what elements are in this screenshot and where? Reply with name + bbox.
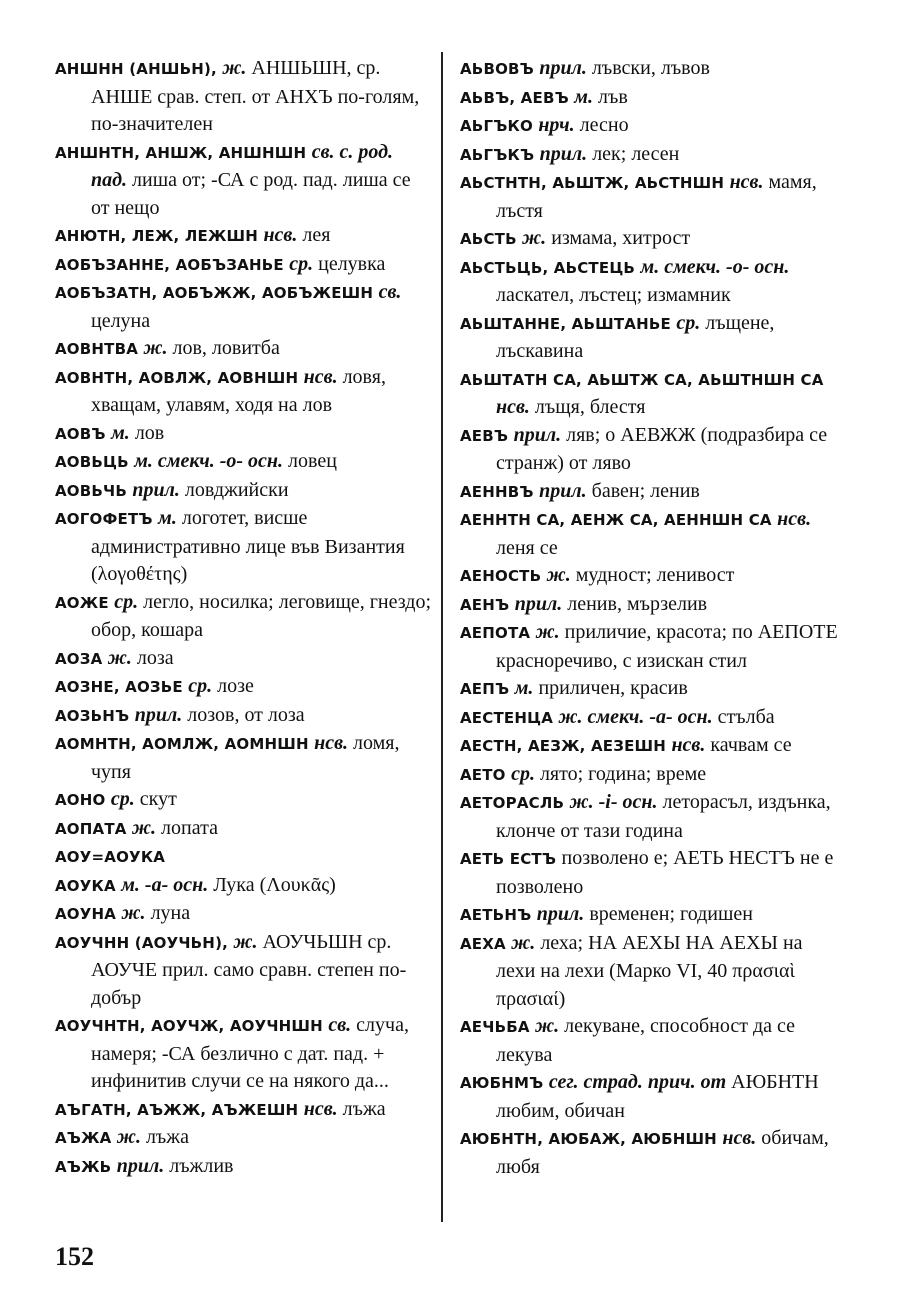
entry-definition: обичам, любя bbox=[496, 1127, 829, 1178]
left-column bbox=[55, 55, 433, 1181]
dictionary-entry bbox=[460, 901, 838, 930]
dictionary-entry bbox=[460, 789, 838, 845]
entry-grammar-label: ж. bbox=[511, 931, 541, 954]
dictionary-entry bbox=[55, 872, 433, 901]
entry-grammar-label: ж. bbox=[121, 902, 151, 924]
entry-headword: АОУЧНТН, АОУЧЖ, АОУЧНШН bbox=[55, 1017, 329, 1035]
entry-definition: АЮБНТН любим, обичан bbox=[496, 1071, 819, 1122]
column-divider bbox=[441, 52, 443, 1222]
dictionary-entry bbox=[460, 1013, 838, 1069]
dictionary-entry bbox=[460, 506, 838, 562]
entry-headword: АЪЖЬ bbox=[55, 1157, 117, 1176]
entry-definition: лек; лесен bbox=[592, 142, 680, 165]
entry-grammar-label: м. -а- осн. bbox=[121, 873, 214, 896]
entry-headword: АОПАТА bbox=[55, 819, 132, 838]
entry-grammar-label: прил. bbox=[134, 703, 188, 726]
entry-grammar-label: м. bbox=[574, 85, 598, 108]
entry-headword: АЬШТАТН СА, АЬШТЖ СА, АЬШТНШН СА bbox=[460, 370, 824, 389]
entry-definition: приличие, красота; по АЕПОТЕ красноречиво, с изискан стил bbox=[496, 621, 838, 672]
entry-grammar-label: ж. bbox=[116, 1126, 146, 1148]
dictionary-entry bbox=[460, 591, 838, 620]
dictionary-entry bbox=[55, 673, 433, 702]
entry-definition: лъжа bbox=[342, 1097, 386, 1120]
entry-grammar-label: ж. bbox=[535, 1015, 565, 1037]
entry-headword: АЬСТЬ bbox=[460, 230, 523, 248]
entry-definition: ласкател, лъстец; измамник bbox=[496, 284, 731, 306]
dictionary-entry bbox=[460, 422, 838, 478]
entry-grammar-label: ж. bbox=[546, 564, 576, 586]
dictionary-entry bbox=[55, 505, 433, 589]
entry-grammar-label: ср. bbox=[114, 590, 144, 613]
entry-grammar-label: ж. bbox=[522, 227, 552, 249]
entry-grammar-label: ср. bbox=[676, 311, 706, 334]
entry-grammar-label: нсв. bbox=[777, 508, 812, 530]
entry-definition: лъжа bbox=[145, 1126, 189, 1148]
dictionary-entry bbox=[460, 704, 838, 733]
entry-headword: АОВЪ bbox=[55, 424, 112, 443]
entry-headword: АОУЧНН (АОУЧЬН), bbox=[55, 933, 234, 952]
dictionary-entry bbox=[460, 169, 838, 225]
entry-headword: АОБЪЗАННЕ, АОБЪЗАНЬЕ bbox=[55, 255, 290, 274]
dictionary-entry bbox=[460, 562, 838, 591]
entry-headword: АЬСТНТН, АЬШТЖ, АЬСТНШН bbox=[460, 174, 730, 192]
entry-grammar-label: прил. bbox=[539, 142, 593, 165]
dictionary-entry bbox=[460, 84, 838, 113]
entry-grammar-label: прил. bbox=[539, 57, 592, 79]
entry-headword: АЕТЬНЪ bbox=[460, 906, 537, 924]
entry-grammar-label: прил. bbox=[513, 423, 567, 446]
dictionary-entry bbox=[55, 645, 433, 674]
entry-grammar-label: нсв. bbox=[303, 365, 343, 388]
entry-grammar-label: прил. bbox=[514, 592, 568, 615]
entry-definition: лъщя, блестя bbox=[534, 396, 646, 418]
entry-grammar-label: ж. -i- осн. bbox=[569, 791, 663, 813]
entry-grammar-label: нсв. bbox=[496, 396, 535, 418]
entry-headword: АЕПЪ bbox=[460, 680, 515, 698]
dictionary-entry bbox=[460, 310, 838, 366]
dictionary-entry bbox=[460, 225, 838, 254]
dictionary-entry bbox=[460, 1125, 838, 1181]
entry-headword: АОЗА bbox=[55, 649, 108, 668]
entry-headword: АЕХА bbox=[460, 934, 512, 953]
entry-definition: легло, носилка; леговище, гнездо; обор, кошара bbox=[91, 590, 432, 641]
dictionary-entry bbox=[55, 730, 433, 786]
dictionary-entry bbox=[55, 1096, 433, 1125]
entry-definition: лов, ловитба bbox=[172, 337, 280, 359]
entry-headword: АЬВЪ, АЕВЪ bbox=[460, 88, 575, 107]
entry-grammar-label: прил. bbox=[116, 1154, 170, 1177]
entry-definition: стълба bbox=[717, 705, 775, 728]
entry-definition: лоза bbox=[136, 646, 174, 669]
entry-grammar-label: ж. смекч. -а- осн. bbox=[558, 705, 718, 728]
entry-definition: лъщене, лъскавина bbox=[496, 311, 775, 362]
dictionary-entry bbox=[55, 477, 433, 506]
entry-grammar-label: нсв. bbox=[729, 171, 769, 193]
entry-definition: лъв bbox=[598, 85, 628, 108]
entry-definition: лято; година; време bbox=[539, 762, 707, 785]
entry-headword: АОВЬЦЬ bbox=[55, 453, 135, 471]
dictionary-entry bbox=[55, 1124, 433, 1153]
entry-definition: временен; годишен bbox=[589, 903, 753, 925]
dictionary-entry bbox=[460, 1069, 838, 1125]
entry-headword: АЕСТЕНЦА bbox=[460, 708, 559, 727]
entry-grammar-label: св. bbox=[328, 1014, 357, 1036]
entry-headword: АЕННТН СА, АЕНЖ СА, АЕННШН СА bbox=[460, 511, 778, 529]
dictionary-entry bbox=[55, 139, 433, 223]
dictionary-entry bbox=[55, 251, 433, 280]
entry-headword: АЪЖА bbox=[55, 1129, 117, 1147]
entry-headword: АЕСТН, АЕЗЖ, АЕЗЕШН bbox=[460, 737, 672, 755]
entry-grammar-label: м. bbox=[158, 507, 182, 529]
entry-definition: ловджийски bbox=[184, 478, 289, 501]
entry-headword: АЮБНМЪ bbox=[460, 1074, 549, 1092]
entry-grammar-label: нсв. bbox=[314, 732, 354, 754]
entry-grammar-label: нрч. bbox=[538, 114, 580, 136]
dictionary-entry bbox=[55, 589, 433, 645]
entry-headword: АОУКА bbox=[55, 876, 122, 895]
dictionary-entry bbox=[55, 815, 433, 844]
dictionary-entry bbox=[460, 619, 838, 675]
entry-headword: АЕННВЪ bbox=[460, 482, 540, 501]
entry-headword: АЪГАТН, АЪЖЖ, АЪЖЕШН bbox=[55, 1100, 304, 1119]
dictionary-entry bbox=[55, 364, 433, 420]
entry-definition: леня се bbox=[496, 536, 558, 559]
entry-headword: АЕПОТА bbox=[460, 624, 536, 642]
entry-grammar-label: ж. bbox=[107, 646, 137, 669]
dictionary-entry bbox=[460, 478, 838, 507]
entry-definition: ляв; о АЕВЖЖ (подразбира се странж) от ляво bbox=[496, 423, 828, 474]
entry-headword: АЬШТАННЕ, АЬШТАНЬЕ bbox=[460, 314, 677, 333]
entry-definition: ловя, хващам, улавям, ходя на лов bbox=[91, 365, 386, 416]
entry-grammar-label: ж. bbox=[143, 337, 173, 359]
entry-definition: лея bbox=[302, 224, 331, 246]
entry-headword: АОЖЕ bbox=[55, 593, 115, 612]
dictionary-entry bbox=[460, 845, 838, 901]
dictionary-entry bbox=[460, 112, 838, 141]
entry-definition: лъжлив bbox=[169, 1154, 234, 1177]
entry-definition: ловец bbox=[288, 450, 337, 472]
entry-headword: АЕТЬ ЕСТЪ bbox=[460, 850, 562, 868]
entry-grammar-label: м. bbox=[514, 677, 539, 699]
dictionary-entry bbox=[460, 761, 838, 790]
entry-definition: мудност; ленивост bbox=[575, 564, 735, 586]
dictionary-entry bbox=[55, 929, 433, 1013]
entry-grammar-label: ж. bbox=[233, 930, 263, 953]
dictionary-entry bbox=[55, 843, 433, 872]
entry-headword: АОВЬЧЬ bbox=[55, 481, 133, 500]
dictionary-entry bbox=[55, 900, 433, 929]
dictionary-entry bbox=[55, 279, 433, 335]
entry-grammar-label: м. смекч. -о- осн. bbox=[134, 450, 289, 472]
entry-definition: целуна bbox=[91, 309, 151, 332]
entry-headword: АЮБНТН, АЮБАЖ, АЮБНШН bbox=[460, 1130, 723, 1148]
entry-grammar-label: нсв. bbox=[303, 1097, 343, 1120]
entry-headword: АОВНТН, АОВЛЖ, АОВНШН bbox=[55, 368, 304, 387]
entry-grammar-label: св. с. род. пад. bbox=[91, 140, 394, 191]
entry-definition: АНШЬШН, ср. АНШЕ срав. степ. от АНХЪ по-голям, по-значителен bbox=[91, 57, 420, 135]
entry-headword: АОМНТН, АОМЛЖ, АОМНШН bbox=[55, 735, 315, 753]
entry-grammar-label: ср. bbox=[511, 762, 540, 785]
entry-definition: скут bbox=[139, 788, 177, 810]
entry-grammar-label: ж. bbox=[132, 816, 162, 839]
entry-definition: целувка bbox=[318, 252, 386, 275]
dictionary-entry bbox=[55, 420, 433, 449]
entry-definition: АОУЧЬШН ср. АОУЧЕ прил. само сравн. степен по-добър bbox=[91, 930, 407, 1009]
entry-headword: АОЗНЕ, АОЗЬЕ bbox=[55, 678, 189, 696]
dictionary-entry bbox=[460, 55, 838, 84]
dictionary-entry bbox=[55, 1153, 433, 1182]
entry-definition: ленив, мързелив bbox=[567, 592, 708, 615]
entry-grammar-label: прил. bbox=[536, 903, 590, 925]
dictionary-entry bbox=[55, 448, 433, 477]
entry-definition: позволено е; АЕТЬ НЕСТЪ не е позволено bbox=[496, 847, 834, 898]
entry-grammar-label: ж. bbox=[535, 621, 565, 643]
entry-definition: лозов, от лоза bbox=[187, 703, 305, 726]
entry-definition: луна bbox=[150, 902, 191, 924]
entry-grammar-label: ср. bbox=[289, 252, 319, 275]
entry-grammar-label: прил. bbox=[132, 478, 185, 501]
entry-grammar-label: нсв. bbox=[263, 224, 303, 246]
entry-headword: АЬГЪКЪ bbox=[460, 145, 540, 164]
entry-definition: логотет, висше административно лице във Византия (λογοθέτης) bbox=[91, 507, 405, 585]
entry-definition: измама, хитрост bbox=[551, 227, 691, 249]
right-column bbox=[460, 55, 838, 1181]
dictionary-entry bbox=[55, 786, 433, 815]
entry-headword: АНШНН (АНШЬН), bbox=[55, 60, 223, 78]
entry-headword: АЕНЪ bbox=[460, 595, 515, 614]
entry-grammar-label: ср. bbox=[110, 788, 140, 810]
dictionary-entry bbox=[55, 335, 433, 364]
entry-definition: лозе bbox=[217, 675, 254, 697]
entry-definition: мамя, лъстя bbox=[496, 171, 817, 222]
entry-definition: качвам се bbox=[710, 734, 792, 756]
entry-headword: АНШНТН, АНШЖ, АНШНШН bbox=[55, 143, 312, 162]
dictionary-entry bbox=[460, 141, 838, 170]
dictionary-entry bbox=[55, 55, 433, 139]
entry-headword: АОБЪЗАТН, АОБЪЖЖ, АОБЪЖЕШН bbox=[55, 284, 379, 302]
entry-grammar-label: нсв. bbox=[671, 734, 711, 756]
dictionary-entry bbox=[460, 930, 838, 1014]
entry-headword: АЬГЪКО bbox=[460, 117, 539, 135]
entry-grammar-label: прил. bbox=[539, 479, 592, 502]
entry-grammar-label: м. смекч. -о- осн. bbox=[640, 255, 790, 278]
entry-headword: АНЮТН, ЛЕЖ, ЛЕЖШН bbox=[55, 227, 264, 245]
entry-headword: АОНО bbox=[55, 791, 111, 809]
entry-headword: АЕТОРАСЛЬ bbox=[460, 794, 570, 812]
entry-grammar-label: ж. bbox=[222, 57, 252, 79]
dictionary-entry bbox=[55, 1012, 433, 1096]
entry-definition: леторасъл, издънка, клонче от тази година bbox=[496, 791, 831, 842]
entry-grammar-label: ср. bbox=[188, 675, 218, 697]
entry-headword: АЬСТЬЦЬ, АЬСТЕЦЬ bbox=[460, 258, 641, 277]
entry-headword: АОУ=АОУКА bbox=[55, 848, 166, 866]
entry-definition: лов bbox=[134, 421, 165, 444]
dictionary-entry bbox=[460, 366, 838, 422]
entry-headword: АОЗЬНЪ bbox=[55, 706, 135, 725]
entry-headword: АОГОФЕТЪ bbox=[55, 510, 159, 528]
dictionary-entry bbox=[460, 732, 838, 761]
entry-grammar-label: сег. страд. прич. от bbox=[548, 1071, 732, 1093]
entry-definition: случа, намеря; -СА безлично с дат. пад. + инфинитив случи се на някого да... bbox=[91, 1014, 409, 1092]
entry-grammar-label: св. bbox=[378, 281, 402, 303]
entry-definition: лекуване, способност да се лекува bbox=[496, 1015, 796, 1066]
dictionary-entry bbox=[55, 222, 433, 251]
entry-headword: АОВНТВА bbox=[55, 340, 144, 358]
entry-definition: бавен; ленив bbox=[591, 479, 700, 502]
entry-definition: Лука (Λουκᾶς) bbox=[213, 873, 336, 896]
entry-definition: приличен, красив bbox=[538, 677, 688, 699]
entry-definition: лопата bbox=[161, 816, 218, 839]
entry-grammar-label: нсв. bbox=[722, 1127, 762, 1149]
entry-headword: АЕВЪ bbox=[460, 426, 514, 445]
entry-headword: АЕТО bbox=[460, 765, 512, 784]
entry-definition: лъвски, лъвов bbox=[591, 57, 710, 79]
entry-headword: АОУНА bbox=[55, 905, 122, 923]
dictionary-entry bbox=[460, 254, 838, 310]
entry-definition: леха; НА АЕХЫ НА АЕХЫ на лехи на лехи (Марко VI, 40 πρασιαὶ πρασιαί) bbox=[496, 931, 803, 1010]
page-number: 152 bbox=[55, 1242, 94, 1271]
entry-definition: ломя, чупя bbox=[91, 732, 400, 783]
entry-definition: лесно bbox=[579, 114, 629, 136]
entry-grammar-label: м. bbox=[111, 421, 135, 444]
dictionary-entry bbox=[460, 675, 838, 704]
dictionary-entry bbox=[55, 702, 433, 731]
entry-headword: АЬВОВЪ bbox=[460, 60, 540, 78]
entry-headword: АЕНОСТЬ bbox=[460, 567, 547, 585]
entry-definition: лиша от; -СА с род. пад. лиша се от нещо bbox=[91, 169, 411, 219]
entry-headword: АЕЧЬБА bbox=[460, 1018, 536, 1036]
